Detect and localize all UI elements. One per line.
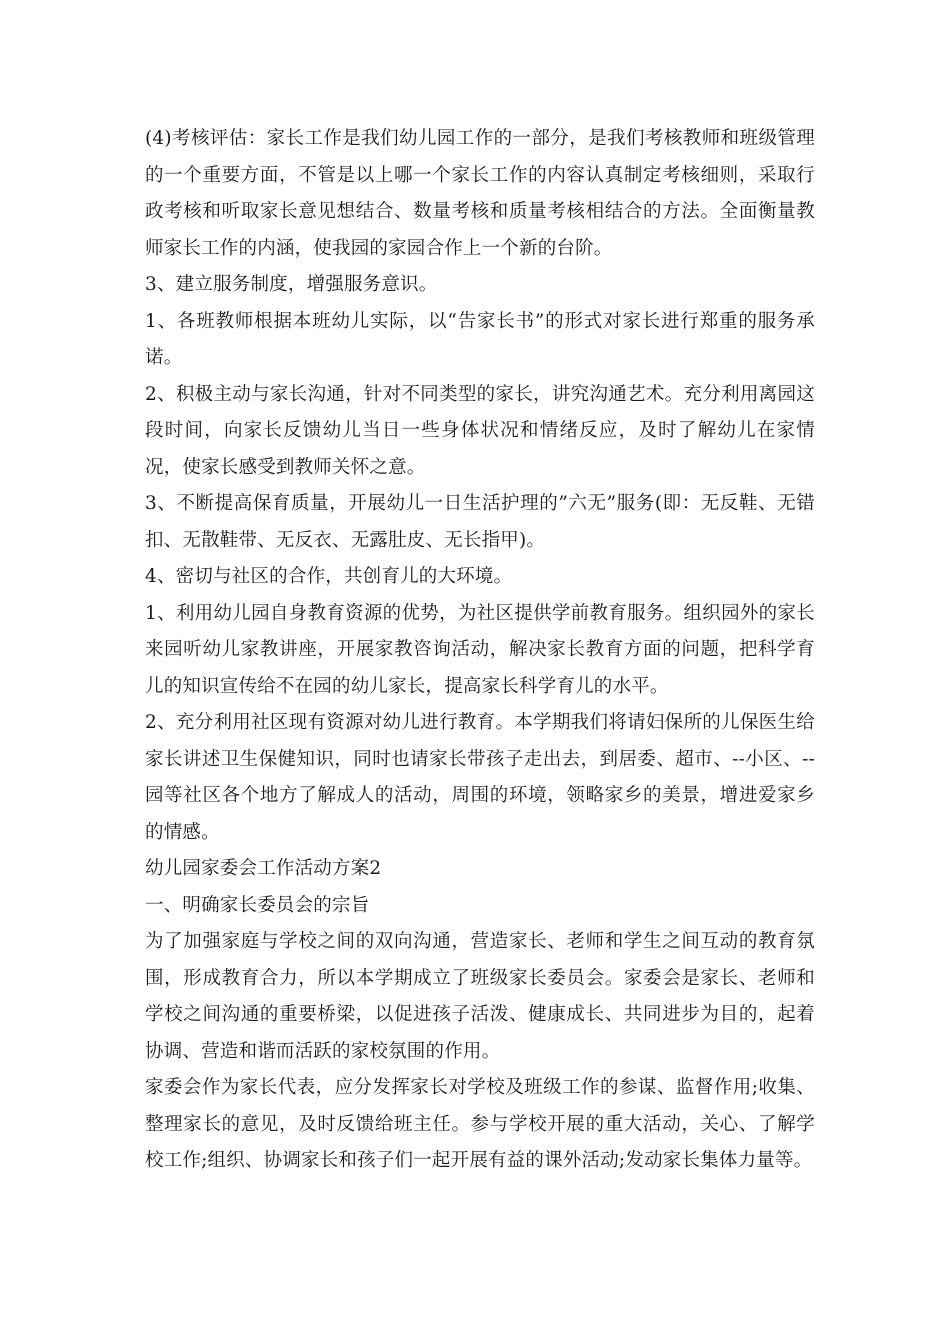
heading-service-system: 3、建立服务制度，增强服务意识。 bbox=[145, 274, 438, 295]
paragraph-service-promise: 1、各班教师根据本班幼儿实际，以“告家长书”的形式对家长进行郑重的服务承诺。 bbox=[145, 310, 815, 368]
section-title-plan-2: 幼儿园家委会工作活动方案2 bbox=[145, 858, 382, 879]
paragraph-committee-purpose: 为了加强家庭与学校之间的双向沟通，营造家长、老师和学生之间互动的教育氛围，形成教育合力，所以本学期成立了班级家长委员会。家委会是家长、老师和学校之间沟通的重要桥梁，以促进孩子活泼、健康成长、共同进步为目的，起着协调、营造和谐而活跃的家校氛围的作用。 bbox=[145, 931, 815, 1062]
paragraph-committee-role: 家委会作为家长代表，应分发挥家长对学校及班级工作的参谋、监督作用;收集、整理家长的意见，及时反馈给班主任。参与学校开展的重大活动，关心、了解学校工作;组织、协调家长和孩子们一起开展有益的课外活动;发动家长集体力量等。 bbox=[145, 1077, 815, 1171]
paragraph-care-quality: 3、不断提高保育质量，开展幼儿一日生活护理的”六无”服务(即：无反鞋、无错扣、无散鞋带、无反衣、无露肚皮、无长指甲)。 bbox=[145, 493, 815, 551]
paragraph-assessment: (4)考核评估：家长工作是我们幼儿园工作的一部分，是我们考核教师和班级管理的一个重要方面，不管是以上哪一个家长工作的内容认真制定考核细则，采取行政考核和听取家长意见想结合、数量考核和质量考核相结合的方法。全面衡量教师家长工作的内涵，使我园的家园合作上一个新的台阶。 bbox=[145, 128, 815, 259]
heading-committee-purpose: 一、明确家长委员会的宗旨 bbox=[145, 894, 370, 916]
paragraph-parent-communication: 2、积极主动与家长沟通，针对不同类型的家长，讲究沟通艺术。充分利用离园这段时间，向家长反馈幼儿当日一些身体状况和情绪反应，及时了解幼儿在家情况，使家长感受到教师关怀之意。 bbox=[145, 383, 815, 478]
paragraph-community-resources: 2、充分利用社区现有资源对幼儿进行教育。本学期我们将请妇保所的儿保医生给家长讲述卫生保健知识，同时也请家长带孩子走出去，到居委、超市、--小区、--园等社区各个地方了解成人的活动，周围的环境，领略家乡的美景，增进爱家乡的情感。 bbox=[145, 712, 815, 843]
paragraph-community-service: 1、利用幼儿园自身教育资源的优势，为社区提供学前教育服务。组织园外的家长来园听幼儿家教讲座，开展家教咨询活动，解决家长教育方面的问题，把科学育儿的知识宣传给不在园的幼儿家长，提高家长科学育儿的水平。 bbox=[145, 602, 815, 697]
document-body bbox=[145, 121, 815, 1180]
heading-community-cooperation: 4、密切与社区的合作，共创育儿的大环境。 bbox=[145, 566, 513, 587]
